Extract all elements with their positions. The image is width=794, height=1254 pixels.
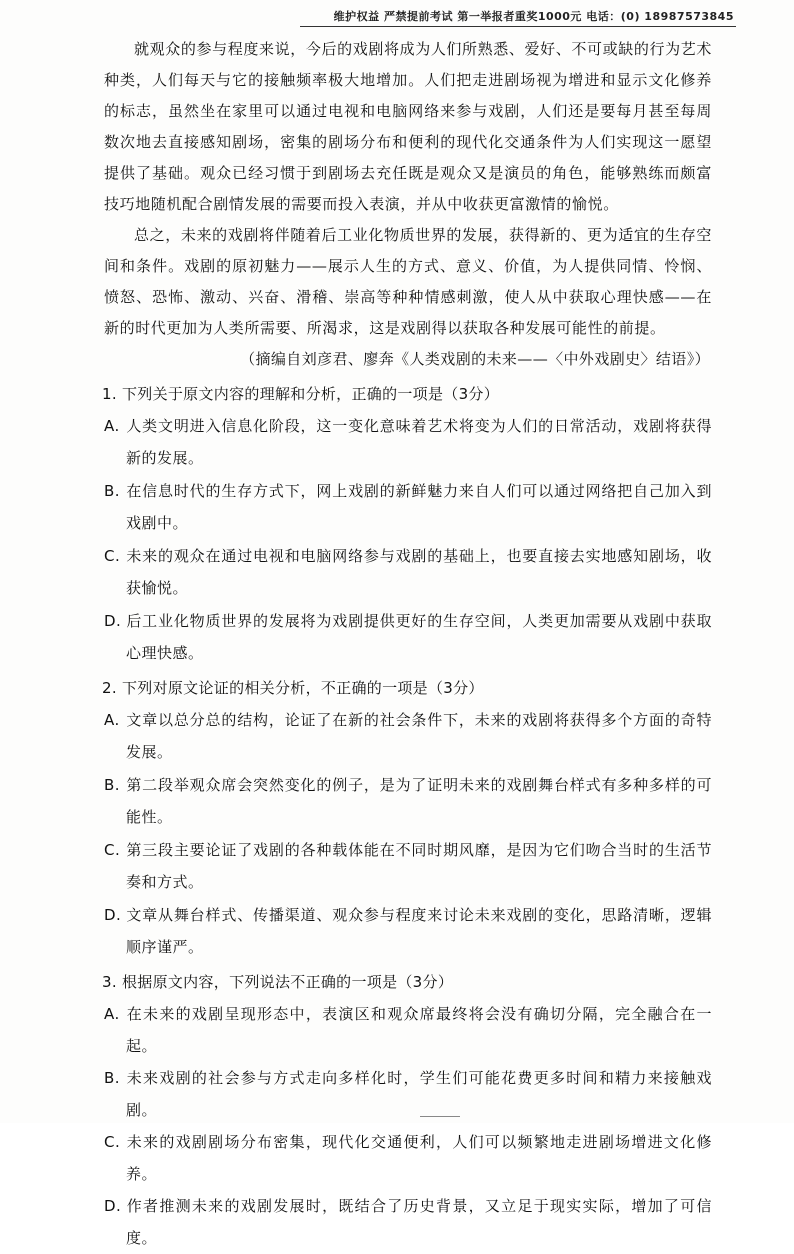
page-footer-mark (420, 1116, 460, 1119)
option-text: 人类文明进入信息化阶段，这一变化意味着艺术将变为人们的日常活动，戏剧将获得新的发展。 (126, 417, 712, 467)
option-text: 在未来的戏剧呈现形态中，表演区和观众席最终将会没有确切分隔，完全融合在一起。 (126, 1005, 712, 1055)
option-d[interactable] (104, 1190, 712, 1254)
option-text: 文章以总分总的结构，论证了在新的社会条件下，未来的戏剧将获得多个方面的奇特发展。 (126, 711, 712, 761)
option-text: 作者推测未来的戏剧发展时，既结合了历史背景，又立足于现实实际，增加了可信度。 (126, 1197, 712, 1247)
passage-paragraph: 总之，未来的戏剧将伴随着后工业化物质世界的发展，获得新的、更为适宜的生存空间和条件。戏剧的原初魅力——展示人生的方式、意义、价值，为人提供同情、怜悯、愤怒、恐怖、激动、兴奋、滑稽、崇高等种种情感刺激，使人从中获取心理快感——在新的时代更加为人类所需要、所渴求，这是戏剧得以获取各种发展可能性的前提。 (104, 226, 712, 337)
header-notice: 维护权益 严禁提前考试 第一举报者重奖1000元 电话：(0) 18987573845 (333, 10, 734, 23)
option-letter: B. (104, 482, 121, 500)
question-stem: 1. 下列关于原文内容的理解和分析，正确的一项是（3分） (102, 385, 500, 403)
option-c[interactable] (104, 540, 712, 604)
option-letter: D. (104, 612, 122, 630)
option-letter: C. (104, 1133, 121, 1151)
passage-paragraph: 就观众的参与程度来说，今后的戏剧将成为人们所熟悉、爱好、不可或缺的行为艺术种类，人们每天与它的接触频率极大地增加。人们把走进剧场视为增进和显示文化修养的标志，虽然坐在家里可以通过电视和电脑网络来参与戏剧，人们还是要每月甚至每周数次地去直接感知剧场，密集的剧场分布和便利的现代化交通条件为人们实现这一愿望提供了基础。观众已经习惯于到剧场去充任既是观众又是演员的角色，能够熟练而颇富技巧地随机配合剧情发展的需要而投入表演，并从中收获更富激情的愉悦。 (104, 40, 712, 213)
question-2 (104, 673, 712, 963)
option-text: 第二段举观众席会突然变化的例子，是为了证明未来的戏剧舞台样式有多种多样的可能性。 (126, 776, 712, 826)
option-c[interactable] (104, 1126, 712, 1190)
option-b[interactable] (104, 769, 712, 833)
option-letter: D. (104, 1197, 122, 1215)
option-letter: D. (104, 906, 122, 924)
option-b[interactable] (104, 475, 712, 539)
option-letter: B. (104, 776, 121, 794)
option-b[interactable] (104, 1062, 712, 1126)
option-text: 第三段主要论证了戏剧的各种载体能在不同时期风靡，是因为它们吻合当时的生活节奏和方式。 (126, 841, 712, 891)
option-letter: A. (104, 711, 120, 729)
option-letter: B. (104, 1069, 121, 1087)
option-letter: C. (104, 841, 121, 859)
option-d[interactable] (104, 605, 712, 669)
option-a[interactable] (104, 704, 712, 768)
content-area (104, 34, 712, 1254)
option-letter: A. (104, 1005, 120, 1023)
question-1 (104, 379, 712, 669)
question-stem: 2. 下列对原文论证的相关分析，不正确的一项是（3分） (102, 679, 484, 697)
option-text: 未来戏剧的社会参与方式走向多样化时，学生们可能花费更多时间和精力来接触戏剧。 (126, 1069, 712, 1119)
option-text: 未来的观众在通过电视和电脑网络参与戏剧的基础上，也要直接去实地感知剧场，收获愉悦。 (126, 547, 712, 597)
option-d[interactable] (104, 899, 712, 963)
option-text: 文章从舞台样式、传播渠道、观众参与程度来讨论未来戏剧的变化，思路清晰，逻辑顺序谨严。 (126, 906, 712, 956)
option-text: 在信息时代的生存方式下，网上戏剧的新鲜魅力来自人们可以通过网络把自己加入到戏剧中。 (126, 482, 712, 532)
option-a[interactable] (104, 998, 712, 1062)
question-stem: 3. 根据原文内容，下列说法不正确的一项是（3分） (102, 973, 454, 991)
option-text: 后工业化物质世界的发展将为戏剧提供更好的生存空间，人类更加需要从戏剧中获取心理快感。 (126, 612, 712, 662)
option-a[interactable] (104, 410, 712, 474)
option-letter: A. (104, 417, 120, 435)
passage-source: （摘编自刘彦君、廖奔《人类戏剧的未来——〈中外戏剧史〉结语》） (240, 350, 710, 368)
option-text: 未来的戏剧剧场分布密集，现代化交通便利，人们可以频繁地走进剧场增进文化修养。 (126, 1133, 712, 1183)
option-letter: C. (104, 547, 121, 565)
option-c[interactable] (104, 834, 712, 898)
question-3 (104, 967, 712, 1254)
